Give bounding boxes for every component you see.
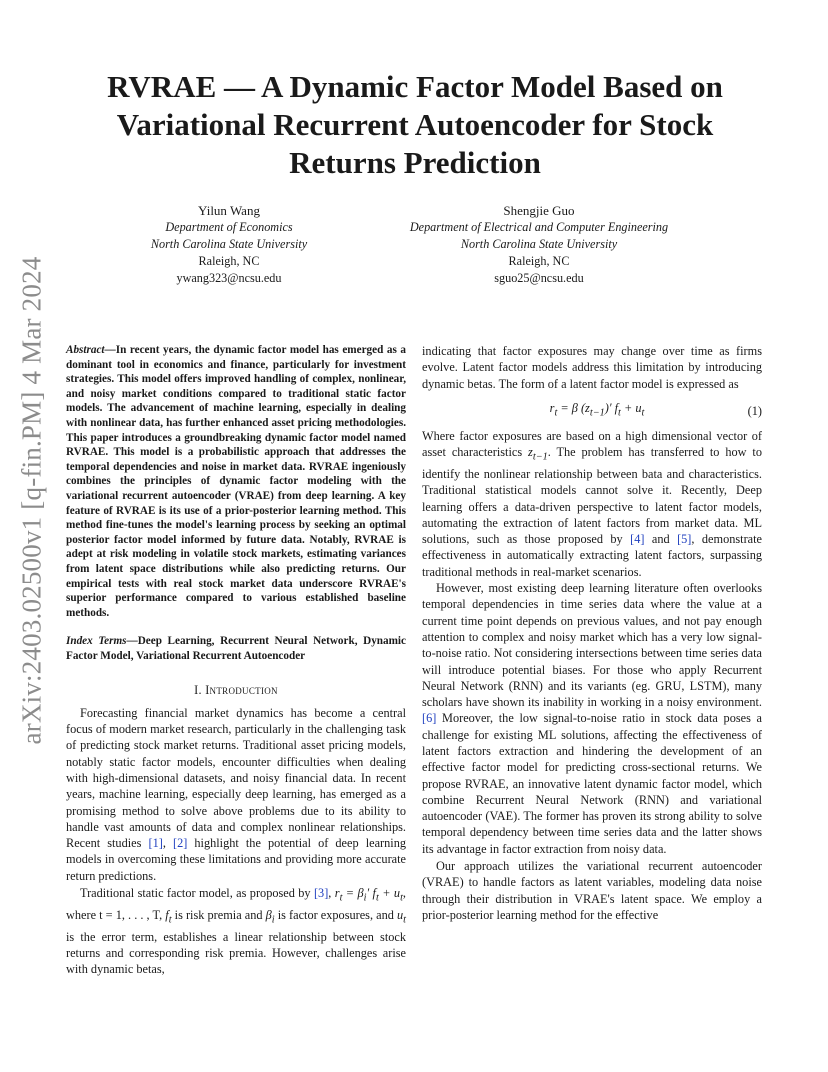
index-terms-lead: Index Terms: [66, 635, 127, 648]
abstract-text: —In recent years, the dynamic factor model has emerged as a dominant tool in economics and finance, particularly for investment strategies. This model offers improved handling of complex, nonlinear, and noisy market conditions compared to traditional static factor models. The advancement of machine learning, especially in dealing with nonlinear data, has further enhanced asset pricing methodologies. This paper introduces a groundbreaking dynamic factor model named RVRAE. This model is a probabilistic approach that addresses the temporal dependencies and noise in market data. RVRAE ingeniously combines the principles of dynamic factor modeling with the variational recurrent autoencoder (VRAE) from deep learning. A key feature of RVRAE is its use of a prior-posterior learning method. This method fine-tunes the model's learning process by seeking an optimal posterior factor model informed by future data. Notably, RVRAE is adept at risk modeling in volatile stock markets, estimating variances from latent space distributions while also predicting returns. Our empirical tests with real stock market data underscore RVRAE's superior performance compared to various established baseline methods.: [66, 344, 406, 619]
intro-paragraph-5: Our approach utilizes the variational recurrent autoencoder (VRAE) to handle factors as latent variables, modeling data noise through their distribution in VRAE's latent space. We employ a prior-posterior learning method for the effective: [422, 859, 762, 922]
intro-paragraph-1: [66, 705, 406, 884]
math-subscript: t: [641, 407, 645, 419]
math-symbol: r: [334, 886, 340, 901]
index-terms-text: —Deep Learning, Recurrent Neural Network, Dynamic Factor Model, Variational Recurrent Autoencoder: [66, 635, 406, 662]
math-symbol: = β: [342, 886, 364, 901]
paragraph-text: Forecasting financial market dynamics has become a central focus of modern market research, particularly in the challenging task of predicting stock market returns. Traditional asset pricing models, notably static factor models, encounter difficulties when dealing with high-dimensional datasets, and noisy financial data. In recent years, machine learning, especially deep learning, has emerged as a promising method to solve above problems due to its ability to handle vast amounts of data and complex nonlinear relationships. Recent studies: [66, 705, 406, 851]
math-subscript: t−1: [589, 407, 605, 419]
arxiv-identifier-stamp: [12, 250, 52, 750]
paragraph-text: Moreover, the low signal-to-noise ratio in stock data poses a challenge for existing ML solutions, affecting the effectiveness of latent factors extraction and hindering the development of an effective factor model for predicting cross-sectional returns. We propose RVRAE, an innovative latent dynamic factor model, which combine Recurrent Neural Network (RNN) and variational autoencoder (VAE). The former has proven its strong ability to solve temporal dependency between time series data and the latter shows its advantage in factor extraction from noisy data.: [422, 711, 762, 856]
abstract: [66, 343, 406, 620]
author-name: Shengjie Guo: [503, 203, 575, 218]
math-symbol: f: [165, 907, 169, 922]
paper-title: RVRAE — A Dynamic Factor Model Based on Variational Recurrent Autoencoder for Stock Returns Prediction: [107, 69, 723, 180]
author-block-2: [384, 202, 694, 287]
paragraph-text: and: [644, 532, 678, 547]
section-numeral: I.: [194, 683, 206, 698]
citation-link[interactable]: [5]: [677, 532, 692, 547]
section-heading: [66, 682, 406, 698]
author-email[interactable]: ywang323@ncsu.edu: [176, 271, 282, 285]
math-symbol: + u: [378, 886, 401, 901]
author-university: North Carolina State University: [460, 237, 618, 251]
math-symbol: u: [397, 907, 404, 922]
paragraph-text: ,: [162, 836, 173, 851]
author-department: Department of Economics: [165, 220, 293, 234]
inline-equation: [334, 886, 403, 904]
citation-link[interactable]: [3]: [313, 886, 329, 901]
left-column: [66, 343, 406, 977]
math-subscript: i: [271, 914, 275, 926]
citation-link[interactable]: [6]: [422, 711, 437, 726]
math-subscript: t: [400, 892, 403, 904]
math-subscript: t: [339, 892, 343, 904]
abstract-lead: Abstract: [66, 344, 105, 356]
paragraph-text: Where factor exposures are based on a high dimensional vector of asset characteristics: [422, 428, 762, 460]
paragraph-text: ,: [328, 886, 335, 901]
section-name: Introduction: [205, 683, 278, 698]
math-subscript: t: [168, 914, 172, 926]
math-symbol: )′ f: [604, 401, 619, 416]
arxiv-identifier-text: arXiv:2403.02500v1 [q-fin.PM] 4 Mar 2024: [16, 256, 47, 744]
paragraph-text: . The problem has transferred to how to identify the nonlinear relationship between bata and characteristics. Traditional statistical models cannot solve it. Recently, Deep learning offers a data-driven perspective to latent factor models, automating the extraction of latent factors from market data. ML solutions, such as those proposed by: [422, 445, 763, 547]
intro-paragraph-2-cont: indicating that factor exposures may change over time as firms evolve. Latent factor models address this limitation by introducing dynamic betas. The form of a latent factor model is expressed as: [422, 344, 762, 391]
author-department: Department of Electrical and Computer Engineering: [409, 220, 669, 234]
paragraph-text: However, most existing deep learning literature often overlooks temporal dependencies in time series data where the value at a current time point depends on previous values, and not pay enough attention to complex and noisy market which has a very low signal-to-noise ratio. Not considering intersections between time series data will introduce potential biases. For those who apply Recurrent Neural Network (RNN) and its variants (eg. GRU, LSTM), many scholars have shown its inability in working in a noisy environment.: [422, 581, 762, 710]
author-name: Yilun Wang: [198, 203, 260, 218]
intro-paragraph-4: [422, 580, 762, 857]
math-symbol: r: [549, 401, 555, 416]
math-symbol: = β (z: [557, 401, 590, 416]
math-symbol: β: [265, 907, 272, 922]
math-subscript: i: [363, 892, 367, 904]
math-subscript: t: [554, 407, 558, 419]
paragraph-text: is the error term, establishes a linear relationship between stock returns and corresponding risk premia. However, challenges arise with dynamic betas,: [66, 929, 406, 977]
math-subscript: t: [618, 407, 621, 419]
math-subscript: t: [375, 892, 379, 904]
author-email[interactable]: sguo25@ncsu.edu: [494, 271, 584, 285]
author-location: Raleigh, NC: [508, 254, 570, 268]
paragraph-text: , demonstrate effectiveness in automatically extracting latent factors, surpassing traditional methods in real-market scenarios.: [422, 532, 762, 579]
citation-link[interactable]: [4]: [630, 532, 645, 547]
paragraph-text: highlight the potential of deep learning models in overcoming these limitations and providing more accurate return predictions.: [66, 836, 406, 883]
math-symbol: + u: [620, 401, 642, 416]
paragraph-text: , where t = 1, . . . , T,: [66, 886, 406, 922]
equation-number: (1): [747, 403, 762, 418]
index-terms: [66, 634, 406, 663]
paragraph-text: is factor exposures, and: [274, 907, 397, 922]
math-symbol: ′ f: [366, 886, 376, 901]
equation-body: [422, 400, 732, 422]
intro-paragraph-2: [66, 885, 406, 977]
math-symbol: z: [528, 445, 533, 460]
author-block-1: [118, 202, 340, 287]
citation-link[interactable]: [1]: [148, 836, 163, 851]
citation-link[interactable]: [2]: [172, 836, 188, 851]
math-subscript: t−1: [532, 451, 548, 463]
author-university: North Carolina State University: [150, 237, 308, 251]
paragraph-text: Traditional static factor model, as proposed by: [80, 886, 314, 901]
intro-paragraph-3: [422, 428, 762, 580]
right-column: [422, 343, 762, 923]
math-subscript: t: [403, 914, 407, 926]
paragraph-text: is risk premia and: [171, 907, 266, 922]
equation-1: [422, 396, 762, 426]
author-location: Raleigh, NC: [198, 254, 260, 268]
